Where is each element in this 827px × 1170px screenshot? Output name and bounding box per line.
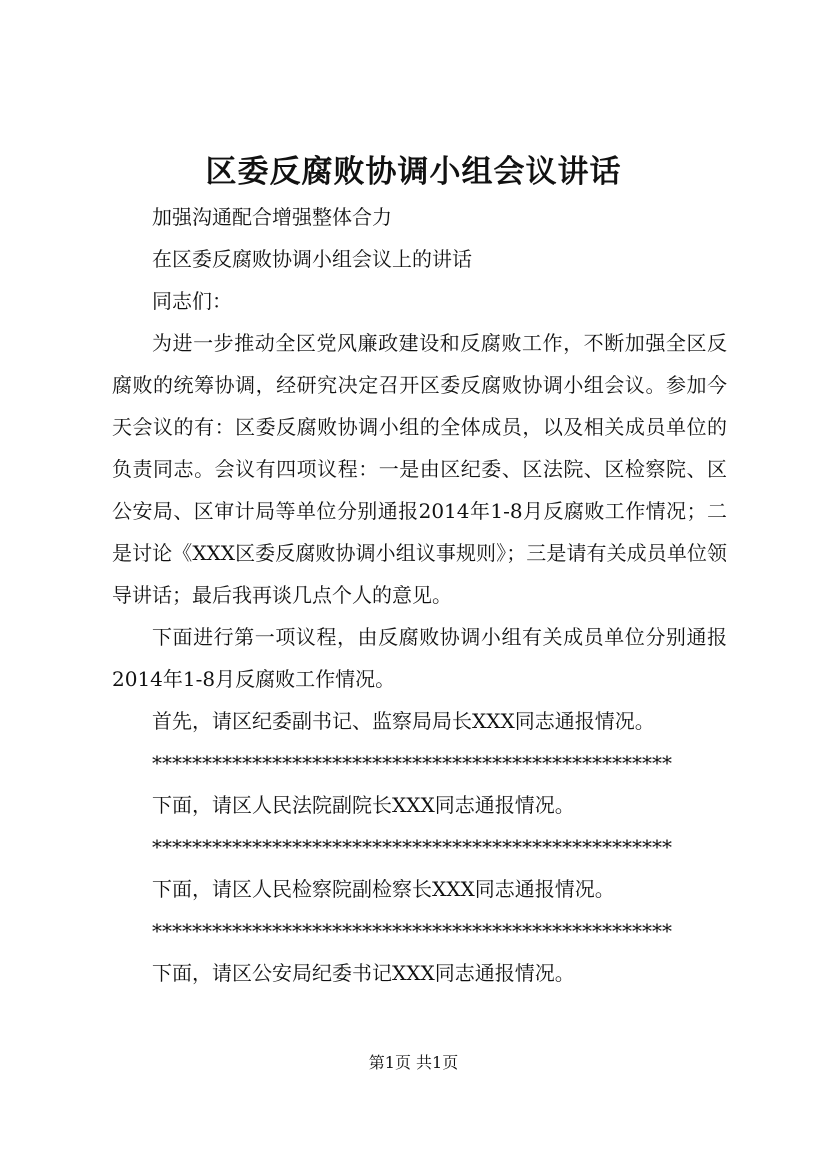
document-body [112,196,727,994]
page-footer: 第1页 共1页 [368,1053,459,1072]
body-paragraph: 为进一步推动全区党风廉政建设和反腐败工作，不断加强全区反腐败的统筹协调，经研究决定召开区委反腐败协调小组会议。参加今天会议的有：区委反腐败协调小组的全体成员，以及相关成员单位的负责同志。会议有四项议程：一是由区纪委、区法院、区检察院、区公安局、区审计局等单位分别通报2014年1-8月反腐败工作情况；二是讨论《XXX区委反腐败协调小组议事规则》；三是请有关成员单位领导讲话；最后我再谈几点个人的意见。 [112,331,727,607]
subtitle-paragraph: 加强沟通配合增强整体合力 [152,205,392,229]
body-paragraph: 下面，请区公安局纪委书记XXX同志通报情况。 [152,961,575,985]
body-paragraph: 下面，请区人民法院副院长XXX同志通报情况。 [152,793,575,817]
body-paragraph: 下面，请区人民检察院副检察长XXX同志通报情况。 [152,877,615,901]
body-paragraph: 下面进行第一项议程，由反腐败协调小组有关成员单位分别通报2014年1-8月反腐败工作情况。 [112,625,727,691]
body-paragraph: 首先，请区纪委副书记、监察局局长XXX同志通报情况。 [152,709,655,733]
subtitle-paragraph: 在区委反腐败协调小组会议上的讲话 [152,247,472,271]
separator-stars: **************************************************** [152,751,672,775]
separator-stars: **************************************************** [152,919,672,943]
salutation-paragraph: 同志们： [152,289,232,313]
document-title: 区委反腐败协调小组会议讲话 [205,154,622,190]
separator-stars: **************************************************** [152,835,672,859]
